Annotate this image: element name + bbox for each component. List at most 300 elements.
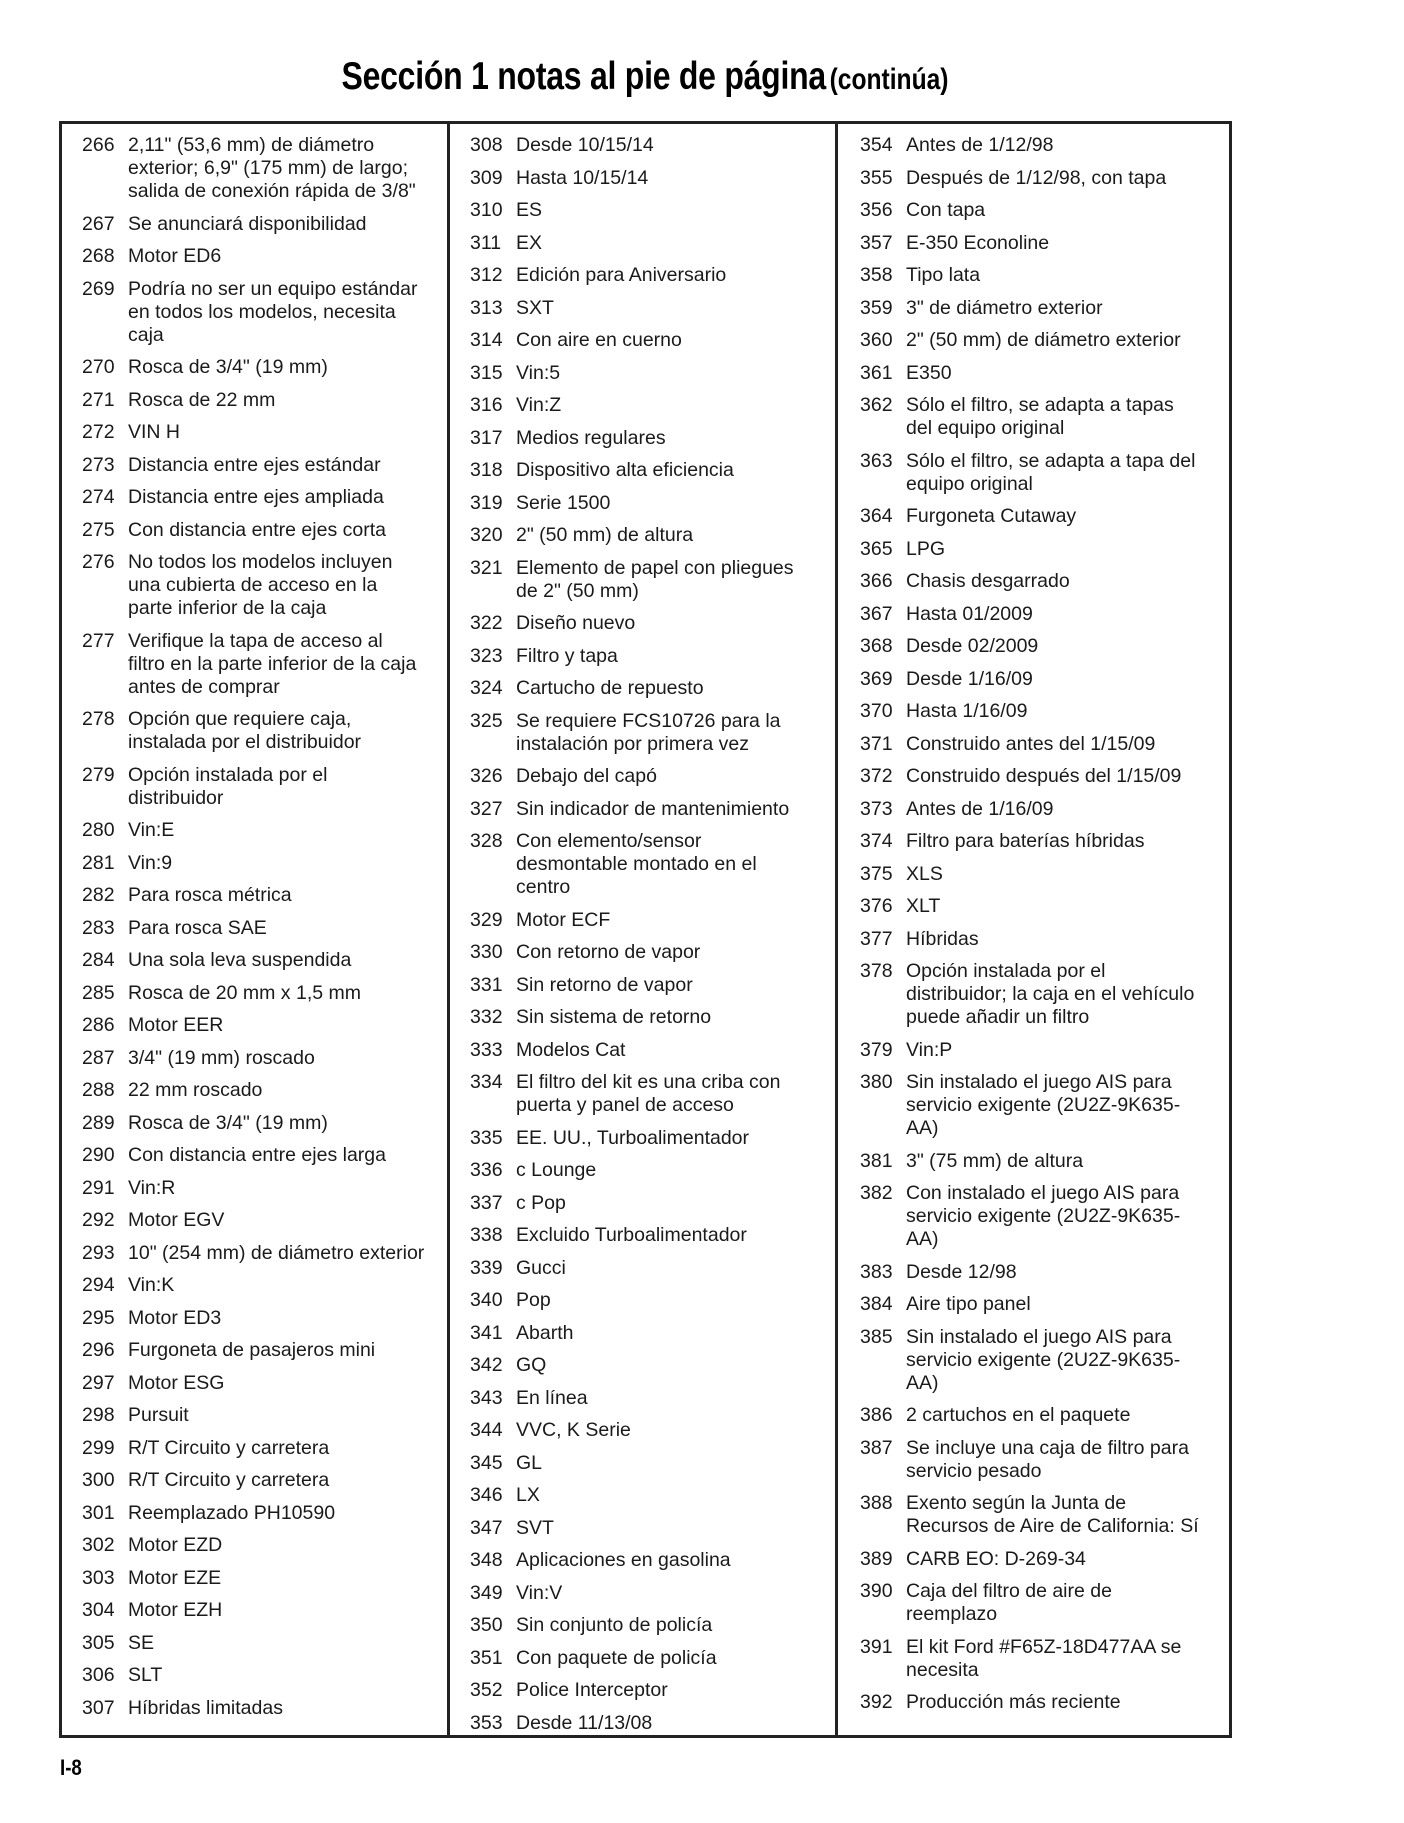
footnote-entry [82,1177,447,1200]
footnote-entry [82,949,447,972]
footnote-entry [82,917,447,940]
footnote-number: 311 [470,231,502,254]
footnote-entry [860,450,1229,496]
footnote-text: XLT [906,895,941,917]
footnote-text: Podría no ser un equipo estándar en todos los modelos, necesita caja [128,277,418,346]
footnote-number: 385 [860,1325,893,1348]
footnote-entry [470,492,835,515]
footnote-text: 2,11" (53,6 mm) de diámetro exterior; 6,9" (175 mm) de largo; salida de conexión rápida de 3/8" [128,134,416,202]
footnote-text: Rosca de 20 mm x 1,5 mm [128,981,361,1004]
footnote-text: No todos los modelos incluyen una cubierta de acceso en la parte inferior de la caja [128,551,393,619]
footnote-text: Debajo del capó [516,765,657,787]
footnote-entry [82,1437,447,1460]
footnote-entry [82,245,447,268]
footnote-text: Desde 02/2009 [906,635,1039,657]
footnote-text: GL [516,1451,543,1474]
footnote-text: Híbridas limitadas [128,1696,283,1719]
footnote-entry [860,1691,1229,1714]
footnote-entry [860,1437,1229,1483]
footnote-number: 386 [860,1404,893,1426]
footnote-text: Diseño nuevo [516,612,636,634]
footnote-number: 344 [470,1419,503,1441]
footnote-entry [860,830,1229,853]
footnote-entry [82,630,447,699]
footnote-number: 315 [470,361,503,384]
footnote-number: 325 [470,709,503,732]
footnote-entry [860,1182,1229,1251]
footnote-text: Sólo el filtro, se adapta a tapa del equipo original [906,449,1196,495]
footnote-number: 282 [82,884,115,906]
footnote-entry [470,765,835,788]
footnote-entry [470,199,835,222]
footnote-number: 291 [82,1176,115,1199]
footnote-text: Con distancia entre ejes corta [128,518,386,541]
footnote-number: 316 [470,394,503,416]
footnote-entry [82,134,447,203]
footnote-text: Verifique la tapa de acceso al filtro en la parte inferior de la caja antes de comprar [128,629,417,698]
footnote-number: 353 [470,1711,503,1734]
footnote-entry [470,1582,835,1605]
footnote-entry [82,421,447,444]
footnote-text: Sin indicador de mantenimiento [516,797,790,820]
footnote-text: Vin:P [906,1038,953,1061]
footnote-number: 377 [860,927,893,950]
footnote-number: 388 [860,1492,893,1514]
footnote-number: 280 [82,819,115,841]
footnote-number: 358 [860,264,893,286]
footnote-text: El kit Ford #F65Z-18D477AA se necesita [906,1635,1182,1681]
footnote-entry [470,1257,835,1280]
footnote-number: 352 [470,1679,503,1701]
footnote-entry [860,570,1229,593]
footnote-text: R/T Circuito y carretera [128,1469,330,1491]
footnote-entry [82,1307,447,1330]
footnote-number: 324 [470,677,503,699]
footnote-number: 287 [82,1046,115,1069]
footnote-text: Motor ECF [516,908,611,931]
footnote-entry [470,1289,835,1312]
footnote-entry [82,213,447,236]
footnote-number: 371 [860,732,893,755]
footnote-entry [860,1580,1229,1626]
footnote-number: 277 [82,629,115,652]
footnote-text: c Pop [516,1191,566,1214]
footnote-entry [470,264,835,287]
footnote-text: Edición para Aniversario [516,264,727,286]
footnote-number: 348 [470,1549,503,1571]
footnote-text: 3" de diámetro exterior [906,296,1103,319]
footnote-entry [82,1599,447,1622]
footnote-entry [860,199,1229,222]
footnote-text: Pop [516,1289,551,1311]
footnote-entry [470,329,835,352]
footnote-number: 384 [860,1293,893,1315]
footnote-number: 347 [470,1516,503,1539]
footnote-text: Se anunciará disponibilidad [128,212,367,235]
footnote-text: Se requiere FCS10726 para la instalación por primera vez [516,709,781,755]
footnote-number: 368 [860,635,893,657]
footnote-number: 390 [860,1580,893,1602]
footnote-text: Híbridas [906,927,979,950]
footnote-text: Dispositivo alta eficiencia [516,459,734,481]
footnote-number: 266 [82,134,115,156]
footnote-text: Vin:E [128,819,175,841]
footnote-number: 279 [82,763,115,786]
footnote-text: Police Interceptor [516,1679,668,1701]
footnote-number: 382 [860,1182,893,1204]
footnote-entry [470,1127,835,1150]
footnote-text: Hasta 01/2009 [906,602,1033,625]
footnote-number: 317 [470,426,503,449]
footnote-entry [82,486,447,509]
footnote-number: 305 [82,1631,115,1654]
footnote-entry [470,232,835,255]
footnote-entry [860,895,1229,918]
footnote-number: 338 [470,1224,503,1246]
footnote-entry [470,1071,835,1117]
footnote-text: Para rosca SAE [128,916,267,939]
footnote-number: 392 [860,1691,893,1713]
footnote-entry [470,167,835,190]
footnote-entry [82,1014,447,1037]
footnote-number: 329 [470,908,503,931]
footnote-entry [82,1469,447,1492]
footnote-entry [82,982,447,1005]
footnote-entry [860,668,1229,691]
footnote-number: 354 [860,134,893,156]
footnote-entry [470,909,835,932]
footnote-entry [82,519,447,542]
footnote-number: 334 [470,1071,503,1093]
footnote-text: LX [516,1484,540,1506]
footnote-entry [82,454,447,477]
footnote-number: 278 [82,708,115,730]
footnote-number: 359 [860,296,893,319]
footnote-entry [470,1224,835,1247]
footnote-number: 336 [470,1159,503,1181]
footnote-entry [860,733,1229,756]
footnote-number: 380 [860,1071,893,1093]
footnote-text: SE [128,1631,155,1654]
footnote-number: 379 [860,1038,893,1061]
footnote-number: 349 [470,1581,503,1604]
footnote-entry [860,505,1229,528]
footnote-text: Con instalado el juego AIS para servicio exigente (2U2Z-9K635- AA) [906,1182,1181,1250]
footnote-entry [860,538,1229,561]
footnote-text: Rosca de 3/4" (19 mm) [128,1111,328,1134]
footnote-number: 297 [82,1371,115,1394]
footnote-text: Motor EZD [128,1534,223,1556]
footnote-number: 296 [82,1339,115,1361]
footnote-entry [860,264,1229,287]
footnote-entry [82,1274,447,1297]
footnote-number: 327 [470,797,503,820]
footnote-text: Cartucho de repuesto [516,677,704,699]
footnote-text: E-350 Econoline [906,231,1050,254]
footnote-text: Para rosca métrica [128,884,292,906]
footnote-number: 342 [470,1354,503,1376]
footnote-number: 314 [470,329,503,351]
footnote-entry [82,1242,447,1265]
footnote-entry [860,1326,1229,1395]
footnote-entry [470,974,835,997]
footnote-number: 272 [82,421,115,443]
footnote-entry [82,884,447,907]
footnote-number: 357 [860,231,893,254]
footnote-number: 286 [82,1014,115,1036]
footnote-text: Tipo lata [906,264,981,286]
footnote-number: 276 [82,551,115,573]
footnote-text: VIN H [128,421,181,443]
footnote-entry [860,297,1229,320]
footnote-text: SXT [516,296,554,319]
footnote-entry [470,1549,835,1572]
footnote-entry [470,1387,835,1410]
footnote-number: 391 [860,1635,893,1658]
footnote-text: Aire tipo panel [906,1293,1031,1315]
footnote-text: Sin instalado el juego AIS para servicio exigente (2U2Z-9K635- AA) [906,1071,1181,1139]
footnote-number: 310 [470,199,503,221]
footnote-number: 362 [860,394,893,416]
footnote-text: Sólo el filtro, se adapta a tapas del equipo original [906,394,1174,439]
footnote-number: 341 [470,1321,503,1344]
footnote-entry [860,960,1229,1029]
footnote-number: 302 [82,1534,115,1556]
page-title-suffix: (continúa) [829,63,949,96]
footnote-number: 350 [470,1614,503,1636]
footnote-entry [470,1354,835,1377]
footnote-number: 299 [82,1436,115,1459]
footnote-text: Elemento de papel con pliegues de 2" (50 mm) [516,556,794,602]
footnote-number: 292 [82,1209,115,1231]
footnote-number: 308 [470,134,503,156]
footnote-text: En línea [516,1386,588,1409]
footnote-number: 373 [860,797,893,820]
footnote-text: CARB EO: D-269-34 [906,1547,1086,1570]
footnote-entry [82,278,447,347]
footnote-text: Producción más reciente [906,1691,1121,1713]
footnote-entry [470,1452,835,1475]
footnote-entry [82,1209,447,1232]
footnote-number: 293 [82,1241,115,1264]
footnote-text: SLT [128,1664,163,1686]
footnote-text: ES [516,199,543,221]
footnote-entry [860,134,1229,157]
footnote-entry [860,362,1229,385]
footnote-entry [82,708,447,754]
footnote-entry [470,362,835,385]
footnote-number: 275 [82,518,115,541]
footnote-number: 288 [82,1079,115,1101]
footnotes-column-2 [450,124,838,1735]
footnote-text: Motor ED6 [128,245,222,267]
footnote-number: 331 [470,973,503,996]
footnote-entry [470,645,835,668]
footnote-text: Sin conjunto de policía [516,1614,713,1636]
footnote-entry [470,1039,835,1062]
footnote-text: Abarth [516,1321,574,1344]
footnote-entry [470,941,835,964]
footnote-entry [470,394,835,417]
footnote-entry [470,1419,835,1442]
footnote-text: El filtro del kit es una criba con puerta y panel de acceso [516,1071,781,1116]
footnote-entry [470,1647,835,1670]
footnote-entry [82,1112,447,1135]
footnote-number: 320 [470,524,503,546]
footnote-number: 294 [82,1274,115,1296]
footnote-text: 2" (50 mm) de diámetro exterior [906,329,1181,351]
footnote-number: 367 [860,602,893,625]
footnote-entry [82,1534,447,1557]
footnote-text: Filtro y tapa [516,644,618,667]
footnote-number: 355 [860,166,893,189]
footnote-text: Reemplazado PH10590 [128,1501,336,1524]
footnote-entry [82,1144,447,1167]
footnote-text: VVC, K Serie [516,1419,631,1441]
footnote-entry [470,1192,835,1215]
footnote-number: 333 [470,1038,503,1061]
footnote-text: GQ [516,1354,547,1376]
footnote-number: 274 [82,486,115,508]
footnote-number: 268 [82,245,115,267]
footnote-number: 323 [470,644,503,667]
footnote-number: 381 [860,1149,893,1172]
footnote-number: 267 [82,212,115,235]
footnote-entry [470,612,835,635]
footnote-text: LPG [906,537,946,560]
footnote-text: Modelos Cat [516,1038,626,1061]
footnote-text: Motor EER [128,1014,224,1036]
footnote-entry [470,427,835,450]
footnote-number: 383 [860,1260,893,1283]
footnote-number: 281 [82,851,115,874]
footnote-entry [860,1261,1229,1284]
footnote-text: Sin sistema de retorno [516,1006,712,1028]
footnote-text: Motor EZH [128,1599,223,1621]
footnote-entry [82,1697,447,1720]
footnote-number: 343 [470,1386,503,1409]
footnote-entry [82,1502,447,1525]
footnote-number: 346 [470,1484,503,1506]
footnote-text: Opción instalada por el distribuidor; la caja en el vehículo puede añadir un filtro [906,960,1195,1028]
footnote-number: 339 [470,1256,503,1279]
footnote-text: Opción instalada por el distribuidor [128,763,328,809]
footnote-entry [860,700,1229,723]
footnote-entry [860,765,1229,788]
footnote-text: Motor EGV [128,1209,225,1231]
footnote-text: Vin:V [516,1581,563,1604]
footnote-number: 340 [470,1289,503,1311]
footnote-entry [82,1339,447,1362]
footnote-text: EX [516,231,543,254]
footnote-text: Filtro para baterías híbridas [906,830,1145,852]
footnotes-column-1 [62,124,450,1735]
footnote-text: Aplicaciones en gasolina [516,1549,731,1571]
footnote-text: Con distancia entre ejes larga [128,1144,386,1166]
footnote-number: 312 [470,264,503,286]
footnote-number: 345 [470,1451,503,1474]
footnote-entry [82,389,447,412]
footnote-entry [860,928,1229,951]
footnote-text: Vin:R [128,1176,176,1199]
footnote-number: 319 [470,491,503,514]
footnote-number: 360 [860,329,893,351]
footnote-number: 361 [860,361,893,384]
footnote-number: 330 [470,941,503,963]
footnote-number: 295 [82,1306,115,1329]
footnote-text: 2 cartuchos en el paquete [906,1404,1131,1426]
footnote-text: Rosca de 22 mm [128,388,276,411]
footnote-entry [470,710,835,756]
footnote-text: 2" (50 mm) de altura [516,524,694,546]
footnote-text: Motor ESG [128,1371,225,1394]
footnote-entry [82,819,447,842]
footnote-entry [860,167,1229,190]
footnote-text: R/T Circuito y carretera [128,1436,330,1459]
footnote-text: 10" (254 mm) de diámetro exterior [128,1241,425,1264]
footnote-number: 303 [82,1566,115,1589]
footnote-number: 290 [82,1144,115,1166]
footnote-number: 285 [82,981,115,1004]
footnote-text: Vin:5 [516,361,561,384]
footnote-text: Furgoneta Cutaway [906,505,1077,527]
footnote-entry [470,524,835,547]
footnote-text: Caja del filtro de aire de reemplazo [906,1580,1112,1625]
footnote-entry [860,863,1229,886]
footnote-entry [860,798,1229,821]
footnote-number: 326 [470,765,503,787]
footnote-number: 318 [470,459,503,481]
footnote-text: Motor EZE [128,1566,222,1589]
footnote-entry [82,1567,447,1590]
footnote-number: 298 [82,1404,115,1426]
footnote-text: Medios regulares [516,426,666,449]
footnote-number: 337 [470,1191,503,1214]
footnote-entry [470,1679,835,1702]
footnote-number: 273 [82,453,115,476]
footnote-entry [860,1548,1229,1571]
footnote-number: 387 [860,1436,893,1459]
footnote-text: Con aire en cuerno [516,329,682,351]
footnote-text: Sin instalado el juego AIS para servicio exigente (2U2Z-9K635- AA) [906,1325,1181,1394]
footnote-text: Se incluye una caja de filtro para servicio pesado [906,1436,1189,1482]
footnote-entry [860,232,1229,255]
footnote-number: 289 [82,1111,115,1134]
footnote-entry [470,297,835,320]
footnote-number: 322 [470,612,503,634]
footnote-text: Construido después del 1/15/09 [906,765,1182,787]
footnote-text: c Lounge [516,1159,597,1181]
footnote-entry [470,1484,835,1507]
footnote-entry [470,134,835,157]
footnote-text: Desde 11/13/08 [516,1711,653,1734]
footnote-text: Antes de 1/12/98 [906,134,1054,156]
footnote-text: Desde 12/98 [906,1260,1017,1283]
footnote-number: 271 [82,388,115,411]
footnote-number: 369 [860,667,893,690]
footnote-entry [860,329,1229,352]
footnote-number: 364 [860,505,893,527]
footnote-number: 269 [82,277,115,300]
footnote-text: 3" (75 mm) de altura [906,1149,1084,1172]
footnote-number: 306 [82,1664,115,1686]
page-number: I-8 [60,1755,82,1780]
footnote-entry [470,1006,835,1029]
footnote-entry [82,551,447,620]
footnote-text: Desde 10/15/14 [516,134,654,156]
footnote-number: 270 [82,356,115,378]
footnote-text: Furgoneta de pasajeros mini [128,1339,376,1361]
